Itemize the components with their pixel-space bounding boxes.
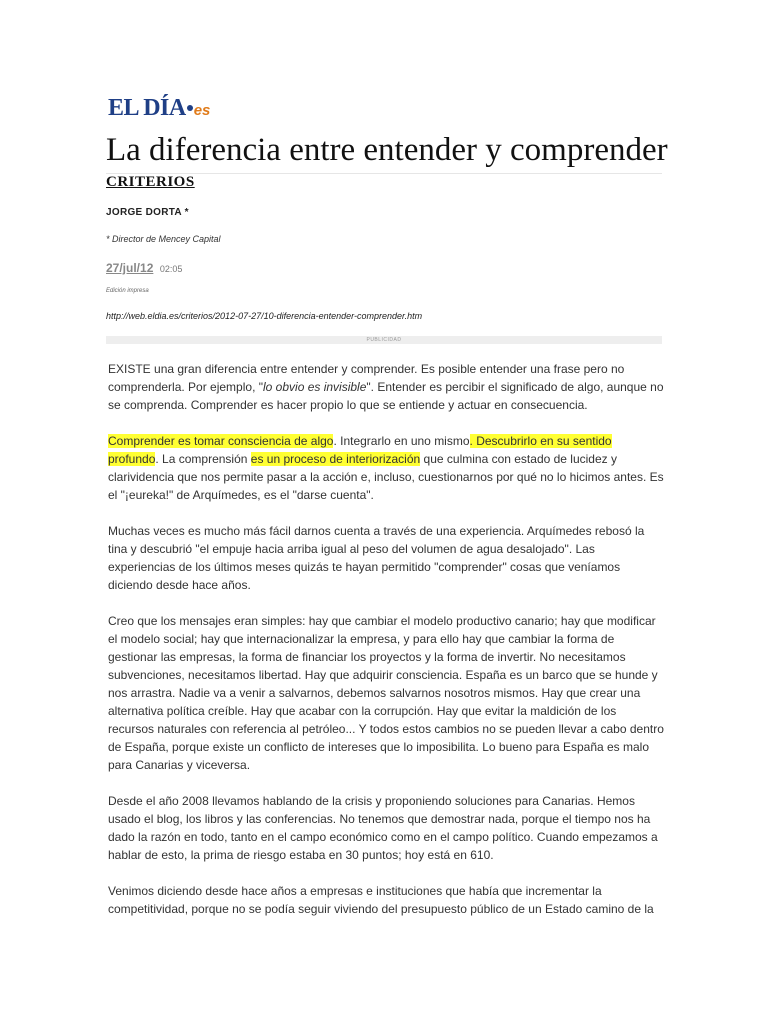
p2-text-b: . La comprensión — [155, 452, 251, 466]
p2-text-c: que culmina con estado de lucidez y clarividencia que nos permite pasar a la acción e, incluso, cuestionarnos por qué no lo hicimos antes. Es el "¡eureka!" de Arquímedes, es el "darse cuenta". — [108, 452, 664, 502]
author-note: * Director de Mencey Capital — [106, 234, 221, 244]
edition-label: Edición impresa — [106, 288, 149, 294]
p1-text-a: EXISTE una gran diferencia entre entender y comprender. Es posible entender una frase pero no comprenderla. Por ejemplo, " — [108, 362, 625, 394]
highlight-3: es un proceso de interiorización — [250, 452, 421, 466]
logo-text: EL DÍA — [108, 95, 186, 121]
logo-suffix: es — [193, 102, 211, 119]
paragraph-2 — [108, 432, 664, 504]
source-url: http://web.eldia.es/criterios/2012-07-27/10-diferencia-entender-comprender.htm — [106, 311, 423, 321]
article-title: La diferencia entre entender y comprender — [106, 132, 668, 168]
section-link[interactable]: CRITERIOS — [106, 174, 195, 190]
article-body — [108, 360, 664, 936]
paragraph-4: Creo que los mensajes eran simples: hay que cambiar el modelo productivo canario; hay que modificar el modelo social; hay que internacionalizar la empresa, y para ello hay que cambiar la forma de gestionar las empresas, la forma de financiar los proyectos y la forma de invertir. No necesitamos subvenciones, necesitamos libertad. Hay que adquirir consciencia. España es un barco que se hunde y nos arrastra. Nadie va a venir a salvarnos, debemos salvarnos nosotros mismos. Hay que crear una alternativa política creíble. Hay que acabar con la corrupción. Hay que evitar la maldición de los recursos naturales con referencia al petróleo... Y todos estos cambios no se pueden llevar a cabo dentro de España, porque existe un conflicto de intereses que lo imposibilita. Lo bueno para España es malo para Canarias y viceversa. — [108, 614, 664, 772]
paragraph-5: Desde el año 2008 llevamos hablando de la crisis y proponiendo soluciones para Canarias. Hemos usado el blog, los libros y las conferencias. No tenemos que demostrar nada, porque el tiempo nos ha dado la razón en todo, tanto en el campo económico como en el campo político. Cuando empezamos a hablar de esto, la prima de riesgo estaba en 30 puntos; hoy está en 610. — [108, 794, 658, 862]
ad-label: PUBLICIDAD — [366, 337, 402, 343]
p2-text-a: . Integrarlo en uno mismo — [333, 434, 470, 448]
time-text: 02:05 — [159, 264, 183, 274]
author-name: JORGE DORTA * — [106, 207, 189, 218]
logo-dot-icon — [187, 105, 193, 111]
p1-text-b: ". Entender es percibir el significado de algo, aunque no se comprenda. Comprender es hacer propio lo que se entiende y actuar en consecuencia. — [108, 380, 664, 412]
paragraph-1 — [108, 360, 664, 414]
dateline — [106, 259, 182, 277]
date-link[interactable]: 27/jul/12 — [106, 261, 154, 275]
paragraph-6: Venimos diciendo desde hace años a empresas e instituciones que había que incrementar la competitividad, porque no se podía seguir viviendo del presupuesto público de un Estado camino de la — [108, 884, 654, 916]
highlight-1: Comprender es tomar consciencia de algo — [108, 434, 334, 448]
highlight-2: . Descubrirlo en su sentido profundo — [108, 434, 612, 466]
paragraph-3: Muchas veces es mucho más fácil darnos cuenta a través de una experiencia. Arquímedes rebosó la tina y descubrió "el empuje hacia arriba igual al peso del volumen de agua desalojado". Las experiencias de los últimos meses quizás te hayan permitido "comprender" cosas que veníamos diciendo desde hace años. — [108, 524, 645, 592]
eldia-logo[interactable] — [108, 96, 210, 123]
p1-emphasis: lo obvio es invisible — [263, 380, 367, 394]
ad-banner — [106, 336, 662, 344]
